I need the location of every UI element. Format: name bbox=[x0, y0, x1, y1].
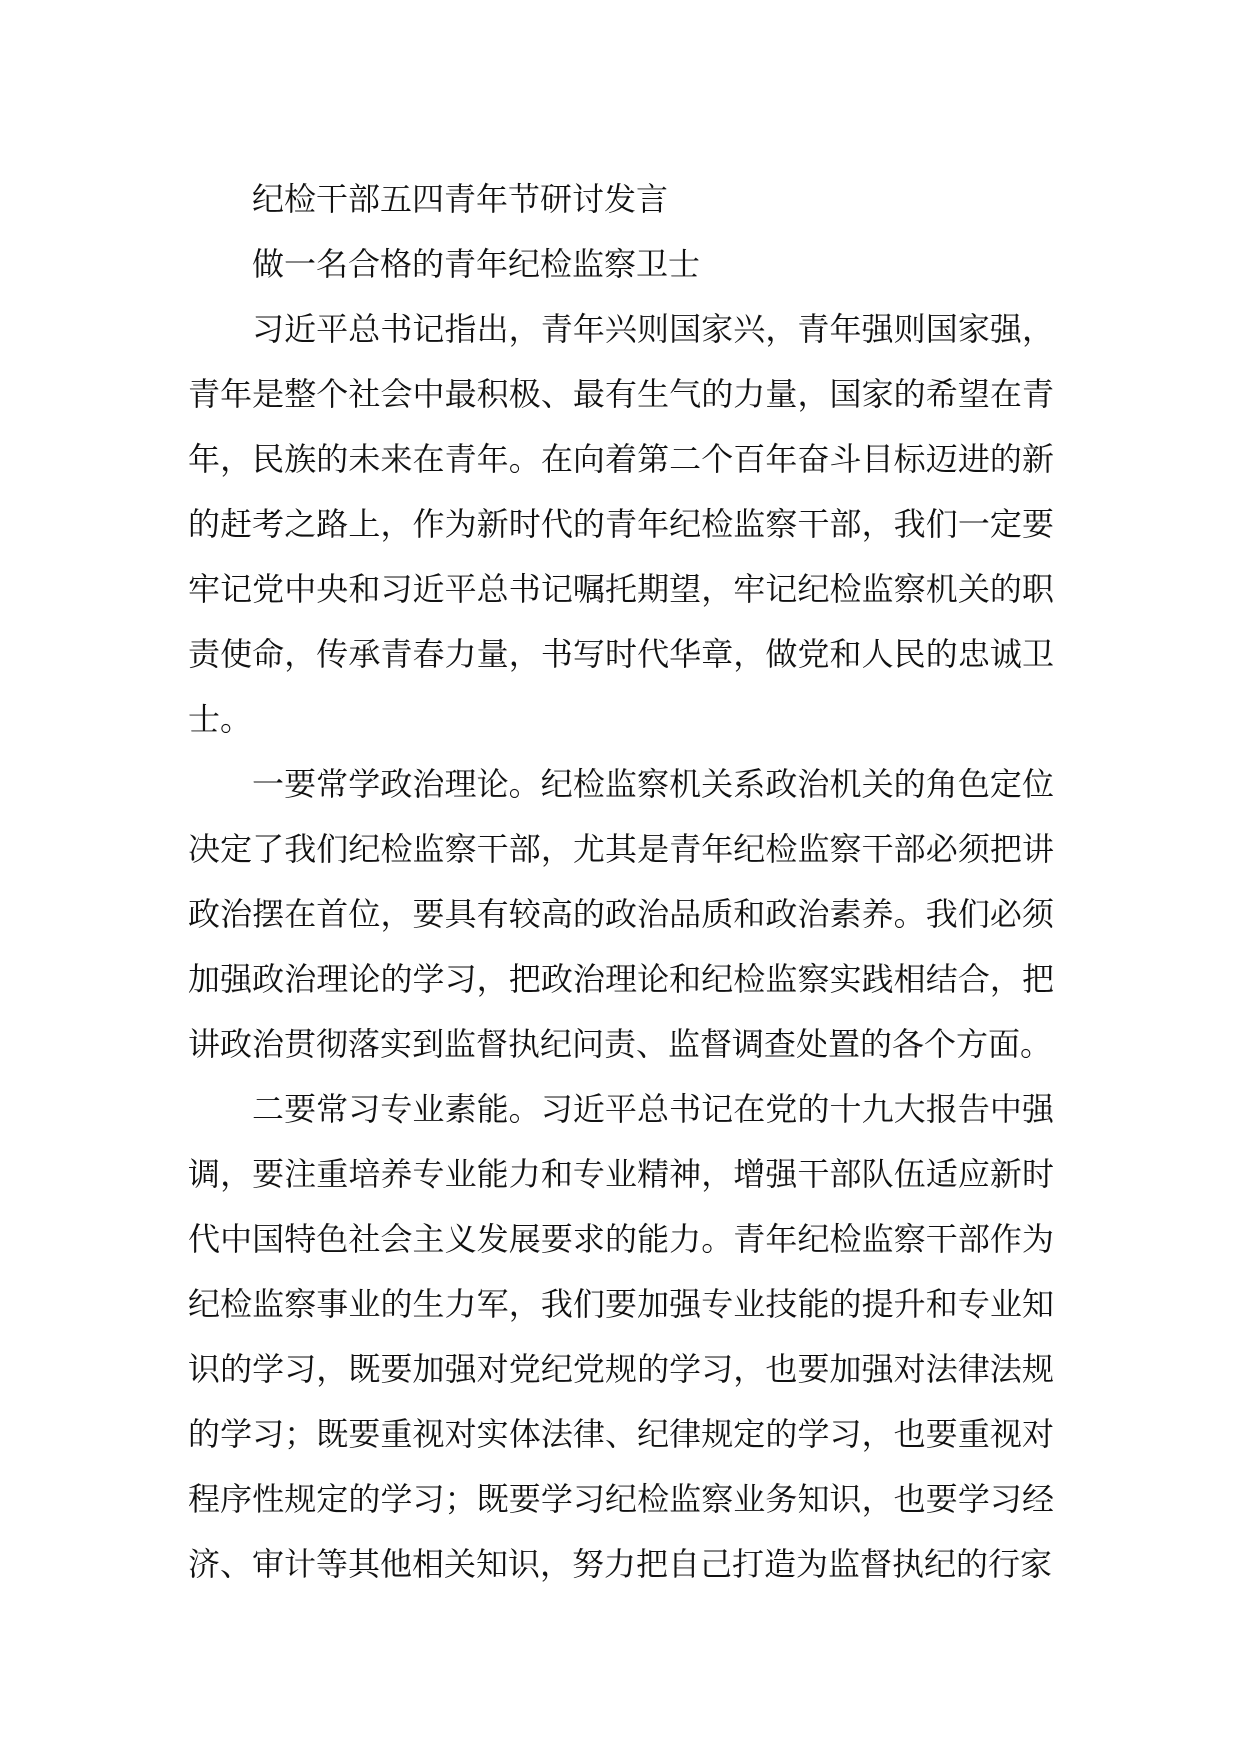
paragraph-professional-skills: 二要常习专业素能。习近平总书记在党的十九大报告中强调，要注重培养专业能力和专业精神，增强干部队伍适应新时代中国特色社会主义发展要求的能力。青年纪检监察干部作为纪检监察事业的生力军，我们要加强专业技能的提升和专业知识的学习，既要加强对党纪党规的学习，也要加强对法律法规的学习；既要重视对实体法律、纪律规定的学习，也要重视对程序性规定的学习；既要学习纪检监察业务知识，也要学习经济、审计等其他相关知识，努力把自己打造为监督执纪的行家 bbox=[188, 1090, 1054, 1583]
paragraph-political-theory: 一要常学政治理论。纪检监察机关系政治机关的角色定位决定了我们纪检监察干部，尤其是青年纪检监察干部必须把讲政治摆在首位，要具有较高的政治品质和政治素养。我们必须加强政治理论的学习，把政治理论和纪检监察实践相结合，把讲政治贯彻落实到监督执纪问责、监督调查处置的各个方面。 bbox=[188, 765, 1054, 1063]
document-title: 纪检干部五四青年节研讨发言 bbox=[252, 180, 669, 218]
document-subtitle: 做一名合格的青年纪检监察卫士 bbox=[252, 245, 701, 283]
document-body bbox=[188, 167, 1054, 1597]
paragraph-intro: 习近平总书记指出，青年兴则国家兴，青年强则国家强，青年是整个社会中最积极、最有生气的力量，国家的希望在青年，民族的未来在青年。在向着第二个百年奋斗目标迈进的新的赶考之路上，作为新时代的青年纪检监察干部，我们一定要牢记党中央和习近平总书记嘱托期望，牢记纪检监察机关的职责使命，传承青春力量，书写时代华章，做党和人民的忠诚卫士。 bbox=[188, 310, 1054, 738]
